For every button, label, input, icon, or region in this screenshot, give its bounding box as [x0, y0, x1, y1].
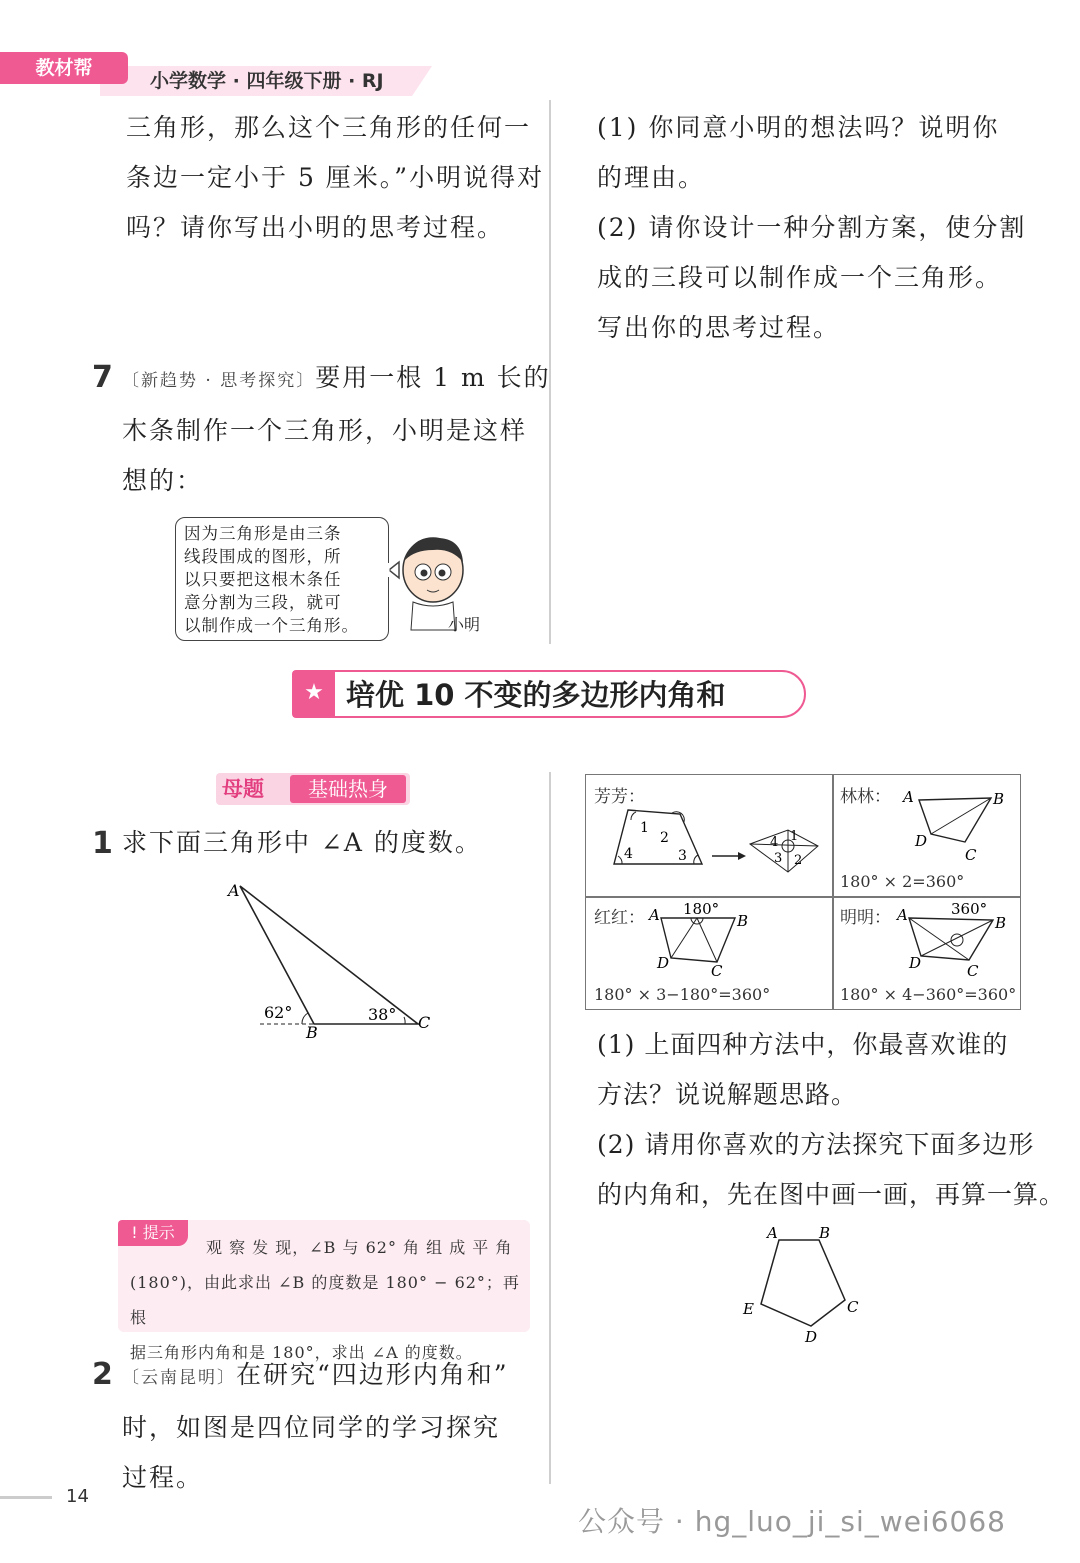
- question-number-7: 7: [92, 360, 113, 395]
- speech-bubble: [175, 517, 389, 641]
- pentagon-e: E: [743, 1300, 754, 1318]
- pentagon-d: D: [805, 1328, 818, 1345]
- mingming-c: C: [967, 962, 979, 980]
- q7-tag: 〔新趋势 · 思考探究〕: [122, 371, 316, 391]
- text-line: 条边一定小于 5 厘米。”小明说得对: [126, 163, 545, 192]
- hint-line: (180°)，由此求出 ∠B 的度数是 180° − 62°；再根: [130, 1273, 520, 1327]
- q1-text: 求下面三角形中 ∠A 的度数。: [122, 828, 482, 857]
- mingming-360: 360°: [951, 900, 988, 918]
- honghong-180: 180°: [683, 900, 720, 918]
- linlin-figure: [895, 782, 1015, 866]
- text-line: 三角形，那么这个三角形的任何一: [126, 113, 532, 142]
- linlin-formula: 180° × 2=360°: [840, 872, 965, 891]
- mingming-a: A: [897, 906, 908, 924]
- text-line: (2) 请用你喜欢的方法探究下面多边形: [597, 1130, 1035, 1159]
- bubble-line: 因为三角形是由三条: [184, 524, 342, 543]
- fangfang-moved-4: 4: [770, 835, 779, 850]
- mingming-d: D: [909, 954, 922, 972]
- pentagon-b: B: [819, 1224, 831, 1242]
- pentagon-figure: [735, 1220, 875, 1345]
- grid-vline: [832, 775, 834, 1009]
- text-line: 成的三段可以制作成一个三角形。: [597, 263, 1003, 292]
- honghong-figure: [645, 898, 765, 982]
- fangfang-angle-3: 3: [678, 848, 687, 864]
- fangfang-moved-1: 1: [790, 829, 799, 844]
- pentagon-a: A: [767, 1224, 778, 1242]
- text-line: 的内角和，先在图中画一画，再算一算。: [597, 1180, 1066, 1209]
- angle-38: 38°: [368, 1005, 397, 1024]
- q2-tag: 〔云南昆明〕: [122, 1368, 236, 1388]
- linlin-a: A: [903, 788, 914, 806]
- bubble-line: 意分割为三段，就可: [184, 593, 342, 612]
- fangfang-moved-3: 3: [774, 851, 783, 866]
- right-bottom-text: [597, 1020, 1065, 1220]
- star-icon: ★: [293, 671, 335, 717]
- hint-line: 观 察 发 现，∠B 与 62° 角 组 成 平 角: [206, 1238, 513, 1257]
- header-tab: 教材帮: [0, 52, 128, 84]
- honghong-label: 红红：: [594, 908, 645, 928]
- text-line: 想的：: [122, 466, 204, 495]
- q2-text: [122, 1350, 509, 1503]
- honghong-a: A: [649, 906, 660, 924]
- section-title: 培优 10 不变的多边形内角和: [346, 678, 726, 712]
- honghong-c: C: [711, 962, 723, 980]
- header-title: 小学数学 · 四年级下册 · RJ: [150, 70, 384, 92]
- text-line: 过程。: [122, 1463, 204, 1492]
- text-line: 的理由。: [597, 163, 706, 192]
- mingming-formula: 180° × 4−360°=360°: [840, 985, 1017, 1004]
- fangfang-figure: [600, 800, 830, 890]
- fangfang-angle-1: 1: [640, 820, 649, 836]
- linlin-c: C: [965, 846, 977, 864]
- text-line: (2) 请你设计一种分割方案，使分割: [597, 213, 1027, 242]
- linlin-b: B: [993, 790, 1005, 808]
- mingming-label: 明明：: [840, 908, 891, 928]
- text-line: 时，如图是四位同学的学习探究: [122, 1413, 501, 1442]
- q7-line1: 要用一根 1 m 长的: [315, 363, 551, 392]
- left-top-text: [126, 103, 544, 253]
- text-line: 方法？说说解题思路。: [597, 1080, 858, 1109]
- label-a: A: [228, 881, 240, 900]
- hint-text: [130, 1230, 522, 1370]
- bubble-line: 以制作成一个三角形。: [184, 616, 359, 635]
- linlin-label: 林林：: [840, 787, 891, 807]
- text-line: (1) 你同意小明的想法吗？说明你: [597, 113, 1000, 142]
- fangfang-moved-2: 2: [794, 853, 803, 868]
- q2-line1: 在研究“四边形内角和”: [236, 1360, 509, 1389]
- text-line: 吗？请你写出小明的思考过程。: [126, 213, 505, 242]
- hint-tag: ! 提示: [118, 1220, 188, 1246]
- honghong-b: B: [737, 912, 749, 930]
- linlin-d: D: [915, 832, 928, 850]
- warmup-tag: 基础热身: [290, 775, 406, 803]
- q1-triangle-figure: [220, 878, 440, 1048]
- text-line: (1) 上面四种方法中，你最喜欢谁的: [597, 1030, 1009, 1059]
- angle-62: 62°: [264, 1003, 293, 1022]
- footer-line: [0, 1496, 52, 1499]
- column-divider-bottom: [549, 772, 551, 1484]
- pentagon-c: C: [847, 1298, 859, 1316]
- bubble-line: 线段围成的图形，所: [184, 547, 342, 566]
- fangfang-angle-2: 2: [660, 830, 669, 846]
- text-line: 木条制作一个三角形，小明是这样: [122, 416, 528, 445]
- bubble-line: 以只要把这根木条任: [184, 570, 342, 589]
- fangfang-angle-4: 4: [624, 846, 633, 862]
- q7-text: [122, 353, 551, 506]
- xiaoming-label: 小明: [448, 615, 481, 634]
- question-number-2: 2: [92, 1357, 113, 1392]
- label-b: B: [306, 1023, 318, 1042]
- mingming-b: B: [995, 914, 1007, 932]
- right-top-text: [597, 103, 1026, 353]
- honghong-formula: 180° × 3−180°=360°: [594, 985, 771, 1004]
- page-number: 14: [66, 1486, 89, 1507]
- watermark: 公众号 · hg_luo_ji_si_wei6068: [578, 1505, 1006, 1538]
- honghong-d: D: [657, 954, 670, 972]
- label-c: C: [418, 1013, 431, 1032]
- fangfang-label: 芳芳：: [594, 787, 645, 807]
- question-number-1: 1: [92, 826, 113, 861]
- text-line: 写出你的思考过程。: [597, 313, 841, 342]
- mingming-figure: [893, 898, 1018, 982]
- hint-line: 据三角形内角和是 180°，求出 ∠A 的度数。: [130, 1343, 473, 1362]
- mother-tag-label: 母题: [222, 776, 264, 801]
